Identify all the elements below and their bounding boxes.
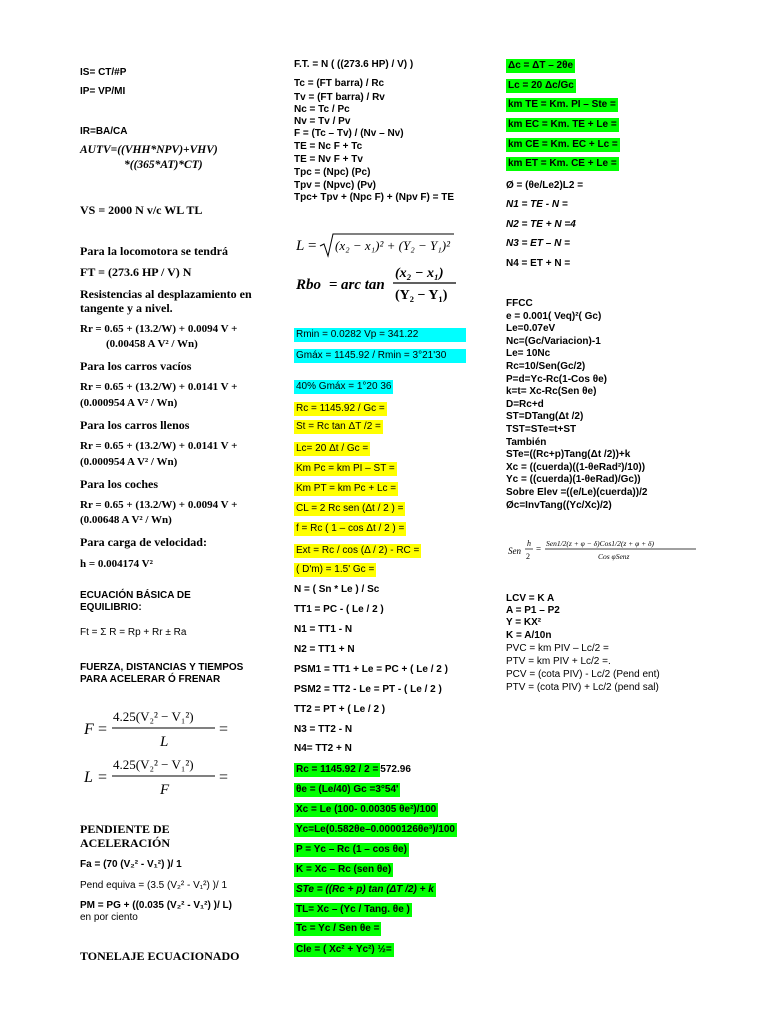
sen-equals: = (536, 544, 542, 554)
formula-line-c-invtang-yc-xc-2 (506, 500, 612, 512)
formula-line-ptv-km-piv-lc-2 (506, 656, 611, 668)
formula-line-f-tc-tv-nv-nv (294, 128, 404, 140)
distance-equals: = (308, 238, 317, 254)
formula-text: Δc = ΔT – 2θe (508, 60, 574, 71)
formula-line-km-ec-km-te-le (506, 118, 619, 132)
formula-line-e-0-001-veq-gc (506, 311, 601, 323)
formula-line-tt2-pt-le-2 (294, 704, 385, 716)
formula-text: TT2 = PT + ( Le / 2 ) (294, 704, 386, 715)
formula-line-f-t-n-273-6-hp-v (294, 59, 413, 71)
formula-text: PCV = (cota PIV) - Lc/2 (Pend ent) (506, 669, 660, 680)
formula-line-ecuacio-n-ba-sica-de-equilibrio (80, 590, 230, 613)
formula-line-lc-20-c-gc (506, 79, 576, 93)
formula-line-ir-ba-ca (80, 126, 128, 138)
formula-line-nv-tv-pv (294, 116, 350, 128)
formula-line-n-sn-le-sc (294, 584, 379, 596)
sen-lhs-den: 2 (526, 552, 530, 561)
formula-line-40-gma-x-1-20-36 (294, 380, 393, 394)
formula-text: Para la locomotora se tendrá (80, 244, 228, 258)
formula-line-k-t-xc-rc-sen-e (506, 386, 596, 398)
formula-line-fuerza-distancias-y-tiempos-para-acelera (80, 662, 250, 685)
rbo-denominator: (Y₂ − Y₁) (395, 288, 448, 303)
formula-line-km-et-km-ce-le (506, 157, 619, 171)
rbo-equals: = (329, 277, 338, 293)
sen-formula (508, 536, 708, 571)
formula-text: N3 = TT2 - N (294, 724, 353, 735)
formula-text: 40% Gmáx = 1°20 36 (296, 381, 392, 392)
formula-text: TONELAJE ECUACIONADO (80, 949, 240, 963)
formula-text: N2 = TT1 + N (294, 644, 355, 655)
formula-line-sobre-elev-e-le-cuerda-2 (506, 487, 647, 499)
formula-line-para-los-coches (80, 478, 158, 492)
formula-line-pendiente-de-aceleracio-n (80, 823, 210, 851)
formula-text: Rr = 0.65 + (13.2/W) + 0.0141 V + (80, 440, 238, 452)
rbo-numerator: (x₂ − x₁) (395, 266, 444, 281)
formula-line-e-le-40-gc-3-54 (294, 783, 400, 797)
formula-text: ST=DTang(Δt /2) (506, 411, 584, 422)
formula-line-pm-pg-0-035-v-v-l (80, 900, 232, 912)
formula-line-ffcc (506, 298, 533, 310)
formula-line-n4-et-n (506, 258, 570, 270)
formula-line-rr-0-65-13-2-w-0-0141-v (80, 381, 237, 394)
length-numerator: 4.25(V₂² − V₁²) (113, 757, 194, 772)
length-lhs: L (84, 769, 93, 786)
formula-text: IR=BA/CA (80, 126, 128, 137)
formula-text: Fa = (70 (V₂² - V₁²) )/ 1 (80, 859, 182, 870)
formula-line-gma-x-1145-92-rmin-3-21-30 (294, 349, 462, 363)
formula-text: PENDIENTE DE ACELERACIÓN (80, 822, 171, 850)
formula-text: N3 = ET – N = (506, 238, 570, 249)
formula-line-f-rc-1-cos-t-2 (294, 522, 406, 536)
formula-text: Xc = Le (100- 0.00305 θe²)/100 (296, 804, 437, 815)
formula-text: N4= TT2 + N (294, 743, 352, 754)
force-denominator: L (160, 734, 169, 750)
formula-text: Lc= 20 Δt / Gc = (296, 443, 369, 454)
formula-text: N1 = TT1 - N (294, 624, 353, 635)
force-lhs: F (84, 721, 94, 738)
rbo-arctan: arc tan (341, 277, 385, 293)
formula-text: Tpc+ Tpv + (Npc F) + (Npv F) = TE (294, 192, 455, 203)
formula-line-vs-2000-n-v-c-wl-tl (80, 204, 202, 218)
formula-line-tambie-n (506, 437, 546, 449)
formula-text: Cle = ( Xc² + Yc²) ½= (296, 944, 392, 955)
formula-text: Para los carros llenos (80, 418, 190, 432)
formula-line-km-pc-km-pi-st (294, 462, 397, 476)
formula-text: D=Rc+d (506, 399, 544, 410)
formula-line-pend-equiva-3-5-v-v-1 (80, 880, 227, 892)
formula-text: TE = Nc F + Tc (294, 141, 363, 152)
formula-line-0-000954-a-v-wn (80, 397, 177, 410)
formula-line-n2-te-n-4 (506, 219, 576, 231)
formula-text: Tc = (FT barra) / Rc (294, 78, 385, 89)
formula-text: Para los coches (80, 477, 158, 491)
formula-line-psm2-tt2-le-pt-le-2 (294, 684, 442, 696)
formula-line-tc-ft-barra-rc (294, 78, 384, 90)
formula-text: Nc=(Gc/Variacion)-1 (506, 336, 601, 347)
formula-line-p-d-yc-rc-1-cos-e (506, 374, 607, 386)
formula-text: K = A/10n (506, 630, 552, 641)
formula-text: Le= 10Nc (506, 348, 551, 359)
formula-text: P = Yc – Rc (1 – cos θe) (296, 844, 407, 855)
force-equals: = (98, 721, 108, 738)
formula-line-rc-1145-92-2 (294, 763, 411, 777)
formula-line-para-la-locomotora-se-tendra (80, 245, 228, 259)
formula-text: AUTV=((VHH*NPV)+VHV) (80, 144, 218, 156)
formula-text: (0.00648 A V² / Wn) (80, 514, 172, 526)
formula-text: PSM2 = TT2 - Le = PT - ( Le / 2 ) (294, 684, 442, 695)
formula-line-365-at-ct (124, 159, 203, 172)
formula-text: Nc = Tc / Pc (294, 104, 350, 115)
formula-line-y-kx (506, 617, 541, 629)
formula-line-n1-tt1-n (294, 624, 352, 636)
sen-lhs: Sen (508, 546, 521, 556)
formula-line-km-te-km-pi-ste (506, 98, 618, 112)
formula-text: Tv = (FT barra) / Rv (294, 92, 385, 103)
formula-text: (0.00458 A V² / Wn) (106, 338, 198, 350)
formula-line-rmin-0-0282-vp-341-22 (294, 328, 466, 342)
formula-line-e-le2-l2 (506, 180, 583, 192)
formula-text: Rmin = 0.0282 Vp = 341.22 (294, 328, 466, 342)
formula-text: (0.000954 A V² / Wn) (80, 456, 178, 468)
formula-text: Para los carros vacíos (80, 359, 192, 373)
formula-text: Y = KX² (506, 617, 542, 628)
formula-text: PSM1 = TT1 + Le = PC + ( Le / 2 ) (294, 664, 448, 675)
formula-text: PTV = (cota PIV) + Lc/2 (pend sal) (506, 682, 659, 693)
formula-text: St = Rc tan ΔT /2 = (296, 421, 381, 432)
formula-text: Para carga de velocidad: (80, 535, 207, 549)
formula-line-rr-0-65-13-2-w-0-0141-v (80, 440, 237, 453)
formula-text: TST=STe=t+ST (506, 424, 577, 435)
formula-line-ptv-cota-piv-lc-2-pend-sal (506, 682, 659, 694)
formula-text: Xc = ((cuerda)((1-θeRad²)/10)) (506, 462, 646, 473)
formula-line-te-nc-f-tc (294, 141, 362, 153)
formula-line-autv-vhh-npv-vhv (80, 144, 218, 157)
formula-text: P=d=Yc-Rc(1-Cos θe) (506, 374, 607, 385)
formula-line-lcv-k-a (506, 593, 554, 605)
formula-text: km EC = Km. TE + Le = (508, 119, 617, 130)
formula-line-st-rc-tan-t-2 (294, 420, 383, 434)
formula-text: Pend equiva = (3.5 (V₂² - V₁²) )/ 1 (80, 880, 228, 891)
formula-text: *((365*AT)*CT) (124, 159, 203, 171)
formula-text: Km Pc = km PI – ST = (296, 463, 395, 474)
sen-denominator: Cos φSenz (598, 552, 630, 561)
formula-line-nc-gc-variacion-1 (506, 336, 601, 348)
formula-text: (0.000954 A V² / Wn) (80, 397, 178, 409)
formula-line-xc-cuerda-1-erad-10 (506, 462, 645, 474)
formula-line-pvc-km-piv-lc-2 (506, 643, 609, 655)
formula-text: Ø = (θe/Le2)L2 = (506, 180, 584, 191)
formula-line-ft-r-rp-rr-ra (80, 627, 186, 639)
formula-text: f = Rc ( 1 – cos Δt / 2 ) = (296, 523, 405, 534)
formula-line-a-p1-p2 (506, 605, 560, 617)
sen-lhs-num: h (527, 539, 531, 548)
rbo-formula (296, 262, 466, 309)
formula-line-d-rc-d (506, 399, 544, 411)
formula-text: Le=0.07eV (506, 323, 556, 334)
formula-text: STe = ((Rc + p) tan (ΔT /2) + k (296, 884, 434, 895)
formula-text: Rc=10/Sen(Gc/2) (506, 361, 586, 372)
distance-radicand: (x₂ − x₁)² + (Y₂ − Y₁)² (335, 238, 451, 253)
length-denominator: F (160, 782, 170, 798)
formula-text: θe = (Le/40) Gc =3°54' (296, 784, 399, 795)
formula-text: h = 0.004174 V² (80, 558, 153, 570)
formula-text: FFCC (506, 298, 533, 309)
formula-text: TT1 = PC - ( Le / 2 ) (294, 604, 384, 615)
force-numerator: 4.25(V₂² − V₁²) (113, 709, 194, 724)
formula-text: Rc = 1145.92 / 2 = (296, 764, 379, 775)
formula-line-cl-2-rc-sen-t-2 (294, 502, 405, 516)
formula-line-en-por-ciento (80, 912, 138, 924)
distance-lhs: L (296, 238, 305, 254)
formula-text: IS= CT/#P (80, 67, 127, 78)
formula-line-te-nv-f-tv (294, 154, 363, 166)
rbo-lhs: Rbo (296, 277, 322, 293)
formula-line-km-pt-km-pc-lc (294, 482, 398, 496)
formula-line-nc-tc-pc (294, 104, 350, 116)
formula-line-psm1-tt1-le-pc-le-2 (294, 664, 448, 676)
formula-line-tv-ft-barra-rv (294, 92, 385, 104)
formula-text: e = 0.001( Veq)²( Gc) (506, 311, 602, 322)
formula-text: ( D'm) = 1.5' Gc = (296, 564, 375, 575)
formula-text: LCV = K A (506, 593, 555, 604)
length-equals: = (98, 769, 108, 786)
formula-text: N2 = TE + N =4 (506, 219, 576, 230)
formula-line-n2-tt1-n (294, 644, 355, 656)
formula-line-ip-vp-mi (80, 86, 125, 98)
formula-line-tpv-npvc-pv (294, 180, 376, 192)
formula-line-ste-rc-p-tan-t-2-k (294, 883, 436, 897)
formula-text: Tpc = (Npc) (Pc) (294, 167, 371, 178)
formula-line-resistencias-al-desplazamiento-en-tangen (80, 288, 270, 316)
distance-formula (296, 232, 456, 265)
formula-text: k=t= Xc-Rc(Sen θe) (506, 386, 597, 397)
formula-text: Nv = Tv / Pv (294, 116, 351, 127)
formula-line-tc-yc-sen-e (294, 922, 381, 936)
formula-text: También (506, 437, 547, 448)
formula-line-cle-xc-yc (294, 943, 394, 957)
formula-text: TL= Xc – (Yc / Tang. θe ) (296, 904, 410, 915)
formula-line-tst-ste-t-st (506, 424, 576, 436)
formula-text: km TE = Km. PI – Ste = (508, 99, 616, 110)
formula-text: N = ( Sn * Le ) / Sc (294, 584, 380, 595)
formula-line-ste-rc-p-tang-t-2-k (506, 449, 630, 461)
formula-line-tpc-tpv-npc-f-npv-f-te (294, 192, 454, 204)
formula-text: A = P1 – P2 (506, 605, 560, 616)
formula-line-0-00648-a-v-wn (80, 514, 172, 527)
formula-text: Ext = Rc / cos (Δ / 2) - RC = (296, 545, 420, 556)
formula-line-xc-le-100-0-00305-e-100 (294, 803, 438, 817)
formula-text: N1 = TE - N = (506, 199, 568, 210)
force-tail: = (219, 721, 229, 738)
formula-text: Rc = 1145.92 / Gc = (296, 403, 385, 414)
formula-text: Lc = 20 Δc/Gc (508, 80, 574, 91)
formula-line-fa-70-v-v-1 (80, 859, 182, 871)
formula-result: 572.96 (380, 764, 411, 775)
formula-line-le-10nc (506, 348, 550, 360)
formula-line-pcv-cota-piv-lc-2-pend-ent (506, 669, 660, 681)
formula-line-yc-cuerda-1-erad-gc (506, 474, 641, 486)
formula-text: TE = Nv F + Tv (294, 154, 363, 165)
formula-line-d-m-1-5-gc (294, 563, 376, 577)
formula-line-n1-te-n (506, 199, 568, 211)
formula-line-0-000954-a-v-wn (80, 456, 177, 469)
formula-line-rc-1145-92-gc (294, 402, 387, 416)
formula-text: PM = PG + ((0.035 (V₂² - V₁²) )/ L) (80, 900, 232, 911)
formula-line-n3-et-n (506, 238, 570, 250)
formula-text: Gmáx = 1145.92 / Rmin = 3°21'30 (294, 349, 466, 363)
formula-text: Ft = Σ R = Rp + Rr ± Ra (80, 627, 187, 638)
formula-text: Rr = 0.65 + (13.2/W) + 0.0094 V + (80, 323, 238, 335)
formula-text: F.T. = N ( ((273.6 HP) / V) ) (294, 59, 414, 70)
formula-line-para-carga-de-velocidad (80, 536, 207, 550)
formula-line-rr-0-65-13-2-w-0-0094-v (80, 323, 237, 336)
formula-text: PVC = km PIV – Lc/2 = (506, 643, 609, 654)
formula-text: Yc=Le(0.582θe–0.0000126θe³)/100 (296, 824, 455, 835)
formula-text: km ET = Km. CE + Le = (508, 158, 617, 169)
formula-line-ft-273-6-hp-v-n (80, 266, 191, 280)
formula-text: FT = (273.6 HP / V) N (80, 265, 192, 279)
formula-line-h-0-004174-v (80, 558, 153, 571)
formula-line-k-a-10n (506, 630, 551, 642)
formula-text: Sobre Elev =((e/Le)(cuerda))/2 (506, 487, 648, 498)
formula-line-0-00458-a-v-wn (106, 338, 198, 351)
formula-text: FUERZA, DISTANCIAS Y TIEMPOS PARA ACELERAR Ó FRENAR (80, 662, 244, 685)
formula-line-para-los-carros-llenos (80, 419, 189, 433)
formula-line-p-yc-rc-1-cos-e (294, 843, 409, 857)
formula-text: K = Xc – Rc (sen θe) (296, 864, 392, 875)
formula-line-rc-10-sen-gc-2 (506, 361, 585, 373)
formula-text: ECUACIÓN BÁSICA DE EQUILIBRIO: (80, 590, 191, 613)
formula-line-yc-le-0-582-e-0-0000126-e-100 (294, 823, 457, 837)
formula-text: N4 = ET + N = (506, 258, 571, 269)
formula-line-lc-20-t-gc (294, 442, 370, 456)
formula-line-para-los-carros-vaci-os (80, 360, 191, 374)
formula-line-le-0-07ev (506, 323, 555, 335)
formula-line-is-ct-p (80, 67, 126, 79)
formula-line-c-t-2-e (506, 59, 575, 73)
formula-text: F = (Tc – Tv) / (Nv – Nv) (294, 128, 404, 139)
formula-text: km CE = Km. EC + Lc = (508, 139, 618, 150)
force-acceleration-formula (82, 706, 232, 755)
formula-line-tpc-npc-pc (294, 167, 370, 179)
formula-text: Tc = Yc / Sen θe = (296, 923, 380, 934)
formula-text: Rr = 0.65 + (13.2/W) + 0.0094 V + (80, 499, 238, 511)
sen-numerator: Sen1/2(z + φ − δ)Cos1/2(z + φ + δ) (546, 539, 655, 548)
formula-text: PTV = km PIV + Lc/2 =. (506, 656, 611, 667)
formula-text: CL = 2 Rc sen (Δt / 2 ) = (296, 503, 404, 514)
length-acceleration-formula (82, 754, 232, 803)
formula-line-km-ce-km-ec-lc (506, 138, 620, 152)
formula-line-n3-tt2-n (294, 724, 352, 736)
formula-text: Tpv = (Npvc) (Pv) (294, 180, 376, 191)
formula-text: VS = 2000 N v/c WL TL (80, 203, 203, 217)
formula-text: Resistencias al desplazamiento en tangente y a nivel. (80, 287, 252, 315)
formula-text: Km PT = km Pc + Lc = (296, 483, 397, 494)
formula-text: Rr = 0.65 + (13.2/W) + 0.0141 V + (80, 381, 238, 393)
length-tail: = (219, 769, 229, 786)
formula-text: Øc=InvTang((Yc/Xc)/2) (506, 500, 612, 511)
formula-line-ext-rc-cos-2-rc (294, 544, 421, 558)
formula-line-tt1-pc-le-2 (294, 604, 384, 616)
formula-line-k-xc-rc-sen-e (294, 863, 393, 877)
formula-text: STe=((Rc+p)Tang(Δt /2))+k (506, 449, 631, 460)
formula-text: IP= VP/MI (80, 86, 126, 97)
formula-line-n4-tt2-n (294, 743, 352, 755)
formula-line-rr-0-65-13-2-w-0-0094-v (80, 499, 237, 512)
formula-line-tonelaje-ecuacionado (80, 950, 239, 964)
formula-line-st-dtang-t-2 (506, 411, 583, 423)
formula-line-tl-xc-yc-tang-e (294, 903, 412, 917)
formula-text: en por ciento (80, 912, 138, 923)
formula-text: Yc = ((cuerda)(1-θeRad)/Gc)) (506, 474, 641, 485)
